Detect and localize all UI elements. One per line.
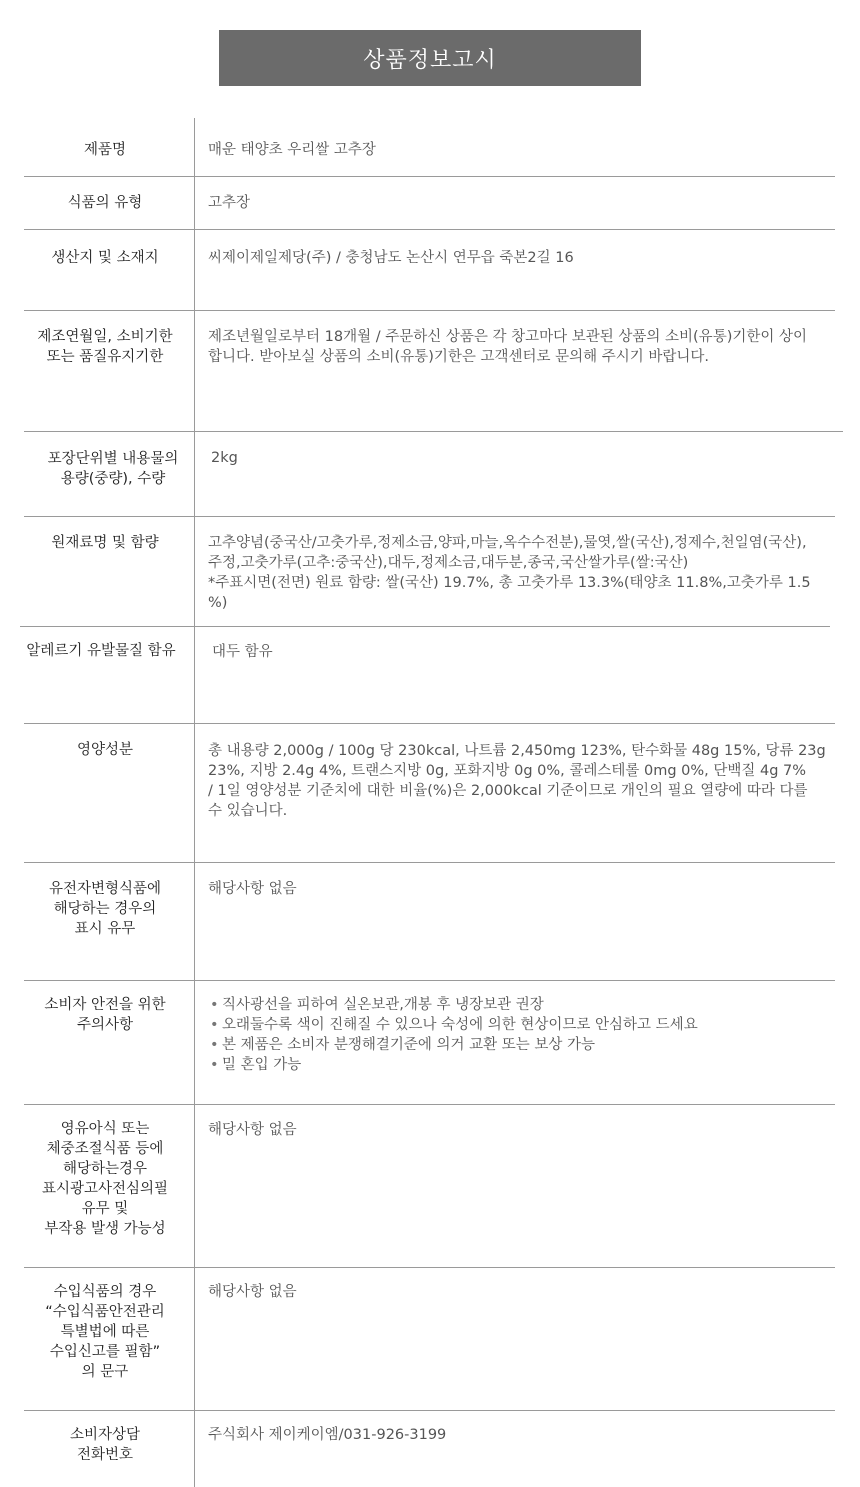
label-line: 전화번호 <box>76 1447 134 1463</box>
value-allergen <box>212 642 273 662</box>
list-item: • 오래둘수록 색이 진해질 수 있으나 숙성에 의한 현상이므로 안심하고 드세요 <box>208 1015 833 1035</box>
list-item: • 본 제품은 소비자 분쟁해결기준에 의거 교환 또는 보상 가능 <box>208 1035 833 1055</box>
row-divider <box>24 980 835 981</box>
row-divider <box>24 1410 835 1411</box>
row-divider <box>24 723 835 724</box>
caution-list <box>208 995 833 1075</box>
label-capacity <box>28 449 198 489</box>
label-allergen <box>15 641 187 661</box>
value-line: 수 있습니다. <box>208 803 288 819</box>
label-text: 영양성분 <box>76 742 134 758</box>
value-text: 고추장 <box>208 195 251 211</box>
label-line: 주의사항 <box>76 1017 134 1033</box>
label-contact <box>20 1425 190 1465</box>
label-line: 유전자변형식품에 <box>48 881 162 897</box>
row-divider <box>24 1104 835 1105</box>
value-line: *주표시면(전면) 원료 함량: 쌀(국산) 19.7%, 총 고춧가루 13.3%(태양초 11.8%,고춧가루 1.5 <box>208 575 811 591</box>
label-caution <box>20 995 190 1035</box>
column-divider <box>194 118 195 1487</box>
value-product-name <box>208 140 376 160</box>
value-line: 총 내용량 2,000g / 100g 당 230kcal, 나트륨 2,450mg 123%, 탄수화물 48g 15%, 당류 23g <box>208 743 826 759</box>
label-line: “수입식품안전관리 <box>45 1304 165 1320</box>
value-gmo <box>208 879 297 899</box>
label-product-name <box>20 140 190 160</box>
label-text: 생산지 및 소재지 <box>51 250 159 266</box>
row-divider <box>24 176 835 177</box>
row-divider <box>24 1267 835 1268</box>
label-infant <box>20 1119 190 1239</box>
value-caution <box>208 995 833 1075</box>
label-line: 체중조절식품 등에 <box>46 1141 164 1157</box>
value-text: 해당사항 없음 <box>208 1122 297 1138</box>
label-nutrition <box>20 740 190 760</box>
label-gmo <box>20 879 190 939</box>
value-line: 합니다. 받아보실 상품의 소비(유통)기한은 고객센터로 문의해 주시기 바랍니다. <box>208 349 710 365</box>
value-line: / 1일 영양성분 기준치에 대한 비율(%)은 2,000kcal 기준이므로 개인의 필요 열량에 따라 다를 <box>208 783 808 799</box>
value-nutrition <box>208 741 840 821</box>
value-text: 해당사항 없음 <box>208 881 297 897</box>
value-text: 매운 태양초 우리쌀 고추장 <box>208 142 376 158</box>
value-expiry <box>208 327 833 367</box>
row-divider <box>24 516 835 517</box>
label-line: 의 문구 <box>81 1364 129 1380</box>
label-text: 제품명 <box>83 142 127 158</box>
label-line: 수입신고를 필함” <box>49 1344 161 1360</box>
value-line: 고추양념(중국산/고춧가루,정제소금,양파,마늘,옥수수전분),물엿,쌀(국산),정제수,천일염(국산), <box>208 535 807 551</box>
label-line: 소비자 안전을 위한 <box>44 997 166 1013</box>
value-producer <box>208 248 574 268</box>
list-item: • 직사광선을 피하여 실온보관,개봉 후 냉장보관 권장 <box>208 995 833 1015</box>
row-divider <box>24 431 843 432</box>
label-line: 소비자상담 <box>69 1427 141 1443</box>
label-line: 또는 품질유지기한 <box>46 349 164 365</box>
label-text: 원재료명 및 함량 <box>51 535 159 551</box>
value-text: 해당사항 없음 <box>208 1284 297 1300</box>
value-contact <box>208 1425 446 1445</box>
value-imported <box>208 1282 297 1302</box>
value-text: 대두 함유 <box>212 644 273 660</box>
row-divider <box>20 626 830 627</box>
label-line: 용량(중량), 수량 <box>60 471 166 487</box>
value-food-type <box>208 193 250 213</box>
label-line: 부작용 발생 가능성 <box>44 1221 166 1237</box>
row-divider <box>24 310 835 311</box>
label-line: 영유아식 또는 <box>60 1121 150 1137</box>
label-line: 유무 및 <box>81 1201 129 1217</box>
label-producer <box>20 248 190 268</box>
page-title: 상품정보고시 <box>219 30 641 86</box>
value-text: 2kg <box>211 450 238 466</box>
label-text: 알레르기 유발물질 함유 <box>26 643 176 659</box>
list-item: • 밀 혼입 가능 <box>208 1055 833 1075</box>
value-line: 주정,고춧가루(고추:중국산),대두,정제소금,대두분,종국,국산쌀가루(쌀:국산) <box>208 555 689 571</box>
row-divider <box>24 229 835 230</box>
value-text: 씨제이제일제당(주) / 충청남도 논산시 연무읍 죽본2길 16 <box>208 250 574 266</box>
label-text: 식품의 유형 <box>67 195 143 211</box>
value-line: 제조년월일로부터 18개월 / 주문하신 상품은 각 창고마다 보관된 상품의 소비(유통)기한이 상이 <box>208 329 807 345</box>
label-food-type <box>20 193 190 213</box>
label-line: 표시광고사전심의필 <box>41 1181 169 1197</box>
label-expiry <box>20 327 190 367</box>
value-line: %) <box>208 595 228 611</box>
row-divider <box>24 862 835 863</box>
label-line: 특별법에 따른 <box>60 1324 150 1340</box>
label-line: 수입식품의 경우 <box>53 1284 157 1300</box>
value-capacity <box>211 448 238 468</box>
value-text: 주식회사 제이케이엠/031-926-3199 <box>208 1427 447 1443</box>
value-line: 23%, 지방 2.4g 4%, 트랜스지방 0g, 포화지방 0g 0%, 콜레스테롤 0mg 0%, 단백질 4g 7% <box>208 763 807 779</box>
label-line: 제조연월일, 소비기한 <box>37 329 173 345</box>
label-line: 해당하는 경우의 <box>53 901 157 917</box>
value-ingredients <box>208 533 838 613</box>
value-infant <box>208 1120 297 1140</box>
label-line: 포장단위별 내용물의 <box>47 451 179 467</box>
label-line: 해당하는경우 <box>62 1161 148 1177</box>
label-ingredients <box>20 533 190 553</box>
label-imported <box>20 1282 190 1382</box>
label-line: 표시 유무 <box>74 921 136 937</box>
